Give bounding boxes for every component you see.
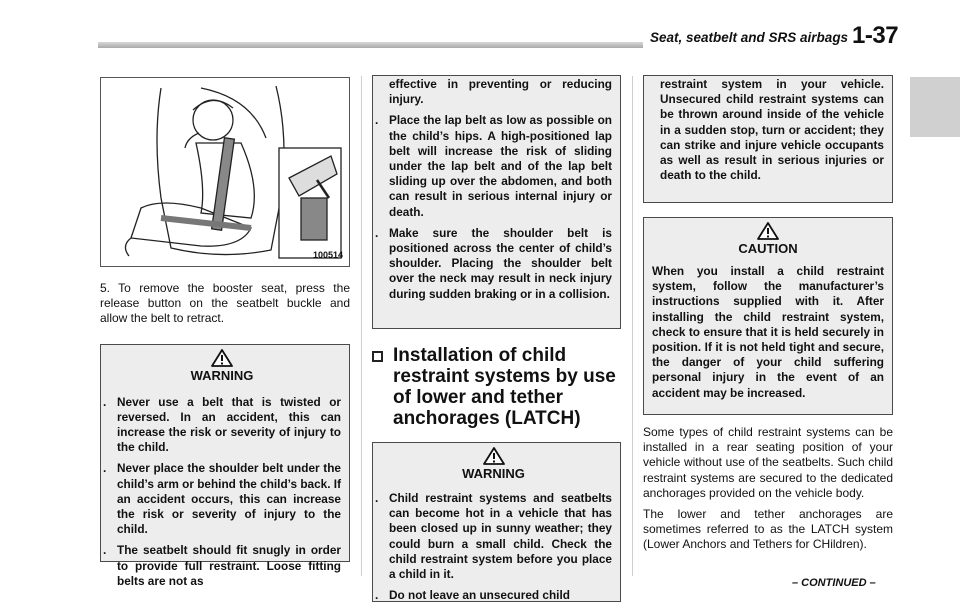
figure-code: 100514 bbox=[312, 250, 343, 260]
step-5-text: 5. To remove the booster seat, press the release button on the seatbelt buckle and allow the belt to retract. bbox=[100, 281, 350, 326]
warning-box-continued bbox=[372, 75, 621, 329]
warning-item: . Never use a belt that is twisted or reversed. In an accident, this can increase the risk or severity of injury to the child. bbox=[103, 394, 341, 455]
continued-footer: – CONTINUED – bbox=[792, 577, 876, 589]
section-title: Seat, seatbelt and SRS airbags bbox=[650, 30, 849, 45]
booster-seat-illustration bbox=[100, 77, 350, 267]
chapter-tab bbox=[910, 77, 960, 137]
latch-paragraph-2: The lower and tether anchorages are sometimes referred to as the LATCH system (Lower Anchors and Tethers for CHildren). bbox=[643, 507, 893, 552]
section-heading-text: Installation of child restraint systems by use of lower and tether anchorages (LATCH) bbox=[393, 345, 616, 429]
section-heading bbox=[372, 345, 621, 429]
column-divider bbox=[361, 76, 362, 576]
column-3 bbox=[643, 77, 893, 553]
caution-text: When you install a child restraint system, follow the manufacturer’s instructions supplied with it. After installing the child restraint system, check to ensure that it is held securely in position. If it is not held tight and secure, the danger of your child suffering personal injury in the event of an accident may be increased. bbox=[652, 264, 884, 400]
warning-item-continued: restraint system in your vehicle. Unsecured child restraint systems can be thrown around inside of the vehicle in a sudden stop, turn or accident; they can strike and injure vehicle occupants as well as result in serious injuries or death to the child. bbox=[660, 77, 884, 183]
warning-triangle-icon bbox=[483, 447, 505, 465]
warning-item: . Make sure the shoulder belt is positioned across the center of child’s shoulder. Placing the shoulder belt over the neck may result in neck injury during sudden braking or in a collision. bbox=[375, 225, 612, 301]
latch-paragraph-1: Some types of child restraint systems can be installed in a rear seating position of your vehicle without use of the seatbelts. Such child restraint systems are secured to the dedicated anchorages provided on the vehicle body. bbox=[643, 425, 893, 500]
warning-title: WARNING bbox=[462, 466, 525, 481]
caution-box bbox=[643, 217, 893, 415]
page-number: 1-37 bbox=[852, 22, 899, 49]
warning-heading bbox=[375, 443, 612, 481]
warning-box-continued bbox=[643, 75, 893, 203]
header-rule bbox=[98, 42, 643, 48]
warning-item: . The seatbelt should fit snugly in order to provide full restraint. Loose fitting belts are not as bbox=[103, 543, 341, 588]
warning-item: . Child restraint systems and seatbelts can become hot in a vehicle that has been closed up in sunny weather; they could burn a small child. Check the child restraint system before you place a child in it. bbox=[375, 491, 612, 582]
warning-triangle-icon bbox=[211, 349, 233, 367]
caution-triangle-icon bbox=[757, 222, 779, 240]
caution-heading bbox=[652, 218, 884, 256]
warning-box-2 bbox=[372, 442, 621, 602]
section-square-icon bbox=[372, 351, 383, 362]
warning-box bbox=[100, 344, 350, 588]
child-in-booster-seat-drawing bbox=[101, 78, 349, 266]
warning-item: . Never place the shoulder belt under the child’s arm or behind the child’s back. If an accident occurs, this can increase the risk or severity of injury to the child. bbox=[103, 461, 341, 537]
warning-item: . Do not leave an unsecured child bbox=[375, 588, 570, 603]
warning-item-continued: effective in preventing or reducing injury. bbox=[389, 77, 612, 107]
column-divider bbox=[632, 76, 633, 576]
column-1 bbox=[100, 77, 350, 588]
warning-title: WARNING bbox=[190, 367, 254, 383]
column-2 bbox=[372, 77, 621, 602]
caution-title: CAUTION bbox=[738, 241, 798, 256]
warning-heading bbox=[103, 345, 341, 383]
warning-item: . Place the lap belt as low as possible on the child’s hips. A high-positioned lap belt will increase the risk of sliding under the lap belt and of the lap belt sliding up over the abdomen, and both can result in serious internal injury or death. bbox=[375, 113, 612, 219]
